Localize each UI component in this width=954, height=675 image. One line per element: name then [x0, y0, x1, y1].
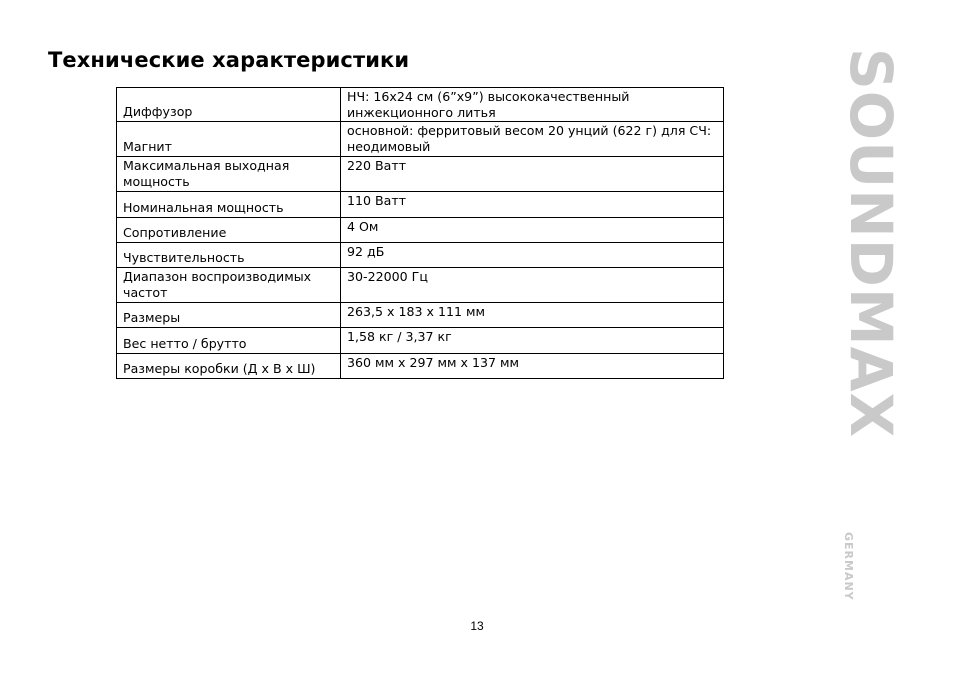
spec-label: Диапазон воспроизводимых частот	[117, 268, 341, 303]
brand-tagline: GERMANY	[842, 532, 855, 601]
spec-label: Вес нетто / брутто	[117, 328, 341, 354]
spec-label: Размеры коробки (Д х В х Ш)	[117, 354, 341, 379]
spec-value: 110 Ватт	[341, 192, 724, 218]
spec-value: 4 Ом	[341, 218, 724, 243]
spec-label: Диффузор	[117, 88, 341, 122]
spec-value: основной: ферритовый весом 20 унций (622 г) для СЧ: неодимовый	[341, 122, 724, 157]
spec-value: 360 мм х 297 мм х 137 мм	[341, 354, 724, 379]
table-row	[117, 354, 724, 379]
specifications-table	[116, 87, 724, 379]
table-row	[117, 157, 724, 192]
spec-value: 263,5 х 183 х 111 мм	[341, 303, 724, 328]
table-row	[117, 268, 724, 303]
page-title: Технические характеристики	[48, 48, 410, 72]
page-number: 13	[470, 619, 484, 633]
brand-logo: SOUNDMAX	[837, 48, 905, 439]
spec-value: НЧ: 16х24 см (6”х9”) высококачественный инжекционного литья	[341, 88, 724, 122]
spec-value: 220 Ватт	[341, 157, 724, 192]
spec-label: Максимальная выходная мощность	[117, 157, 341, 192]
table-row	[117, 328, 724, 354]
table-row	[117, 122, 724, 157]
table-row	[117, 192, 724, 218]
spec-value: 30-22000 Гц	[341, 268, 724, 303]
spec-value: 92 дБ	[341, 243, 724, 268]
table-row	[117, 243, 724, 268]
spec-label: Магнит	[117, 122, 341, 157]
table-row	[117, 88, 724, 122]
table-row	[117, 218, 724, 243]
spec-label: Сопротивление	[117, 218, 341, 243]
table-row	[117, 303, 724, 328]
spec-label: Номинальная мощность	[117, 192, 341, 218]
spec-value: 1,58 кг / 3,37 кг	[341, 328, 724, 354]
spec-label: Размеры	[117, 303, 341, 328]
spec-label: Чувствительность	[117, 243, 341, 268]
